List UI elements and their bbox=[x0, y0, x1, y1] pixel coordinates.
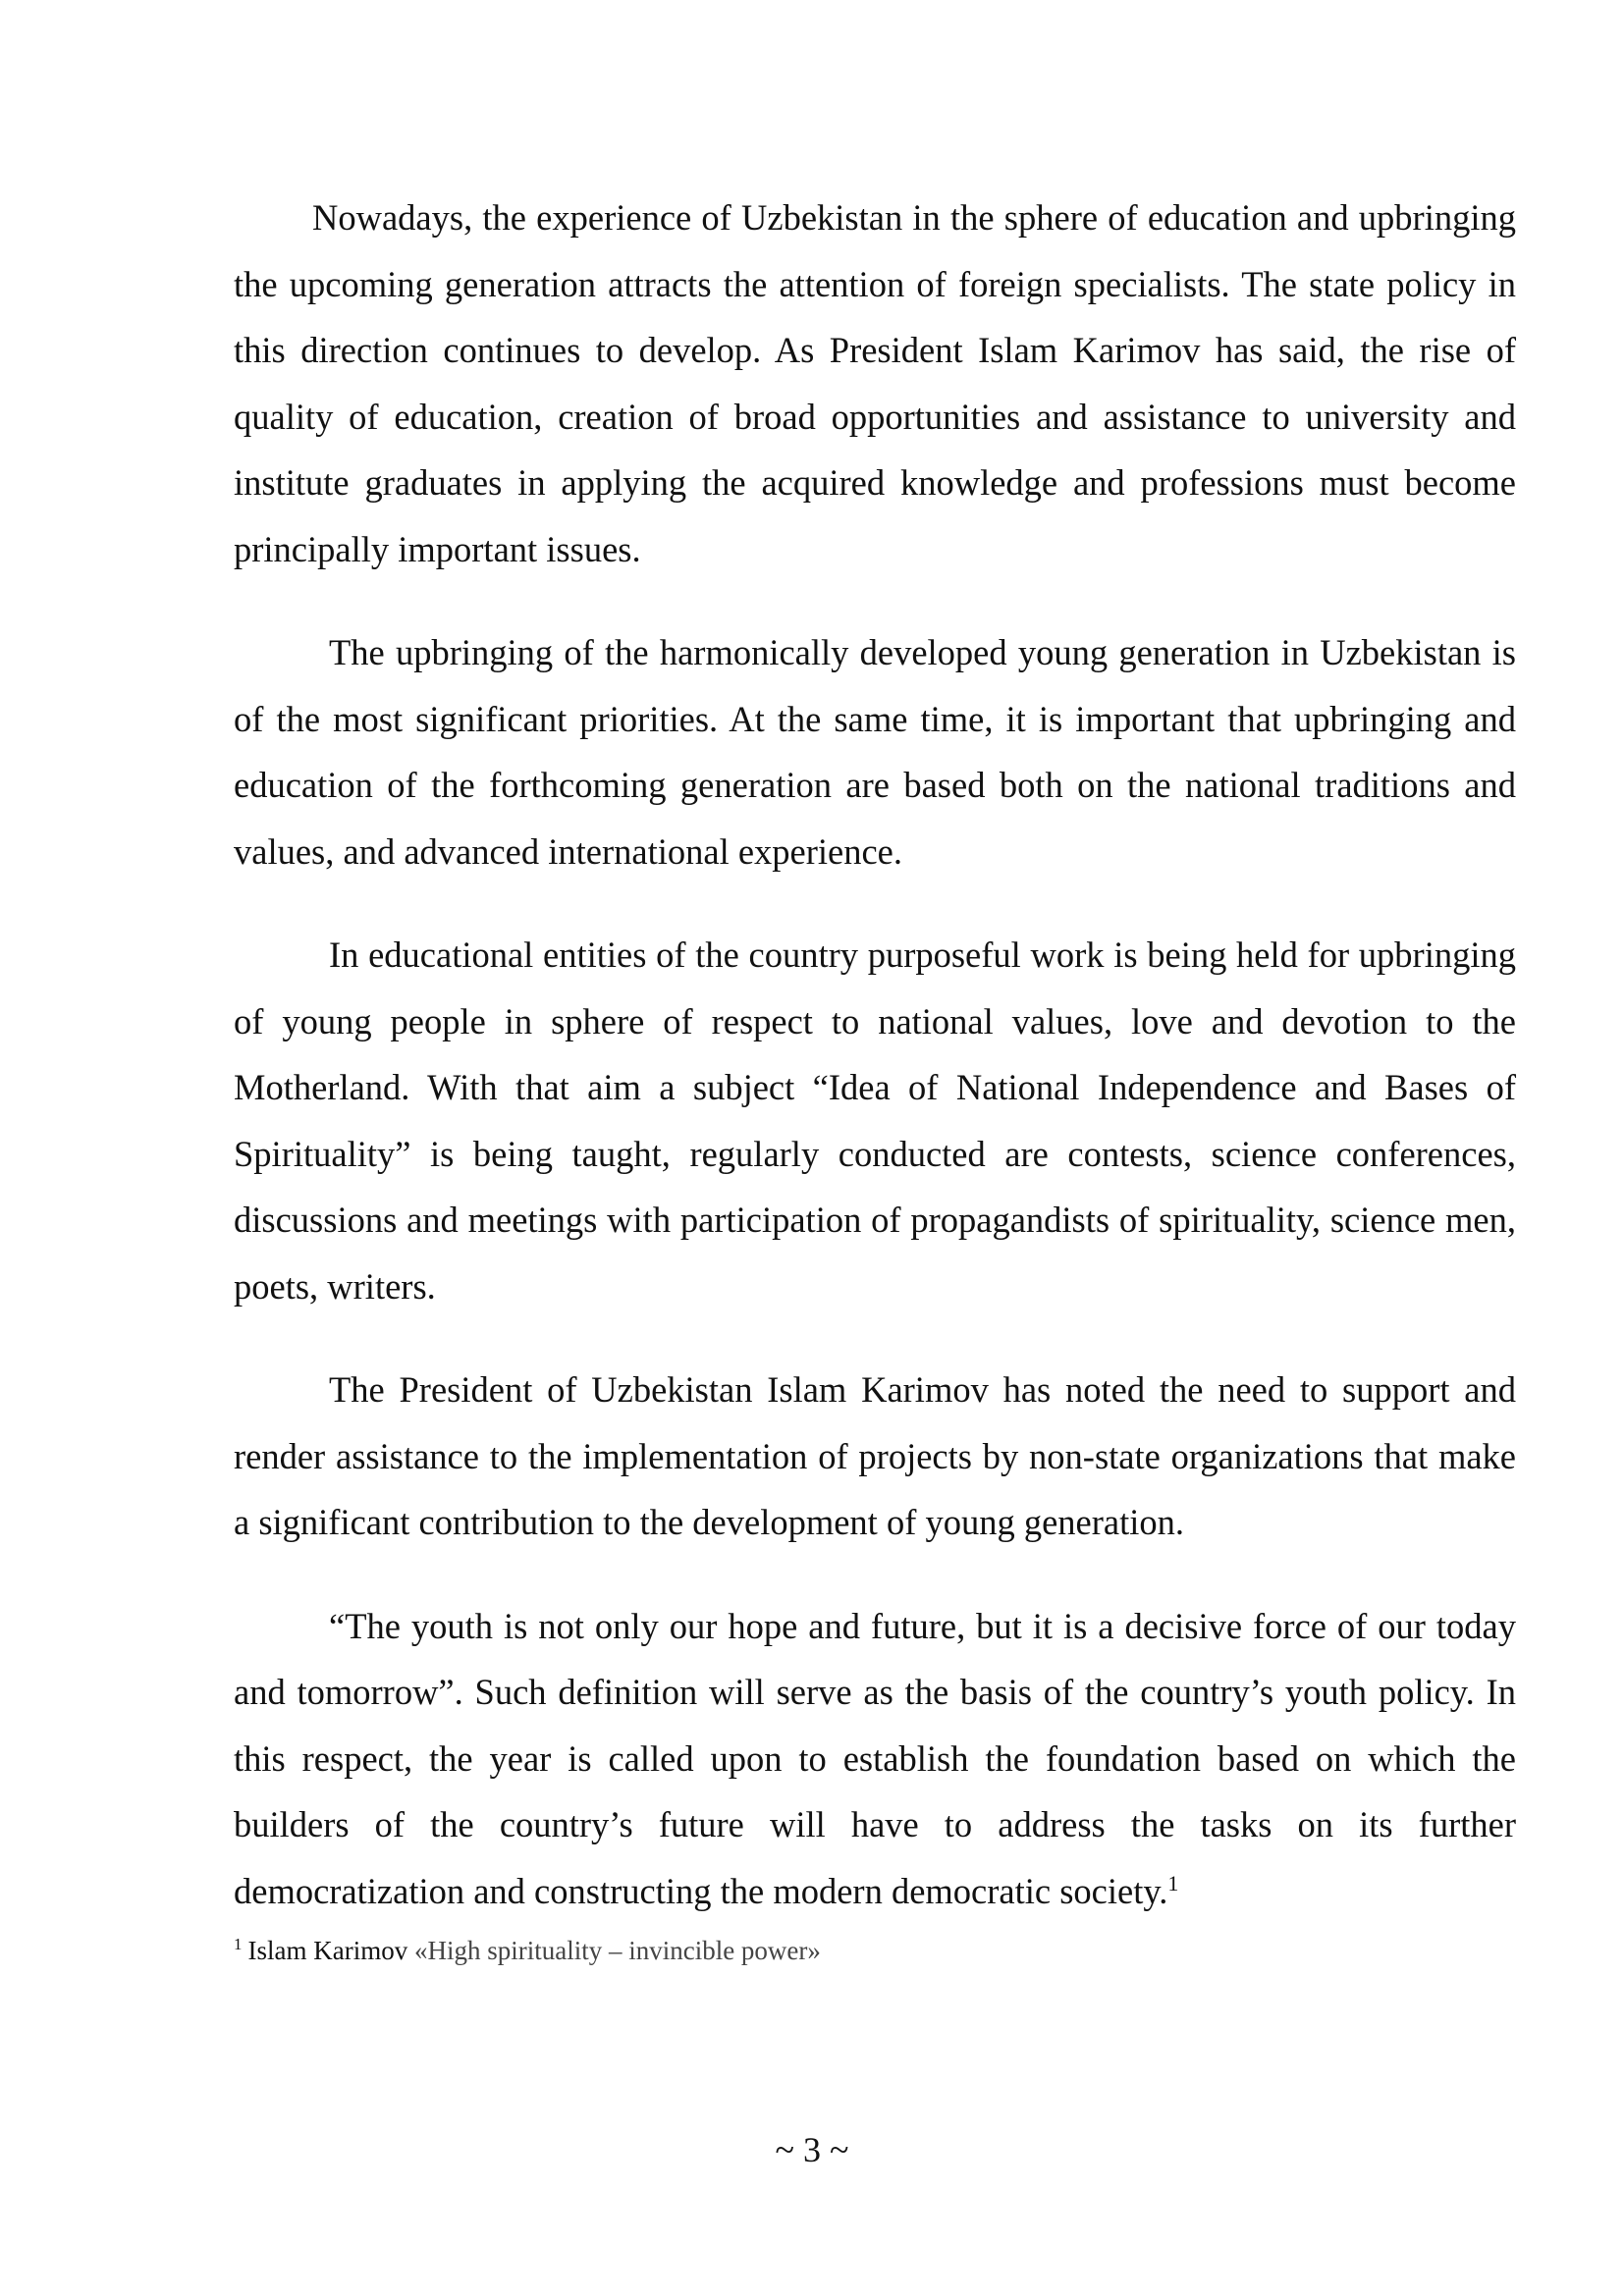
paragraph-5-text: “The youth is not only our hope and future, but it is a decisive force of our today and tomorrow”. Such definition will serve as the basis of the country’s youth policy. In this respect, the year is called upon to establish the foundation based on which the builders of the country’s future will have to address the tasks on its further democratization and constructing the modern democratic society. bbox=[234, 1605, 1516, 1911]
paragraph-5 bbox=[234, 1593, 1516, 1925]
document-body bbox=[234, 185, 1516, 1924]
paragraph-2: The upbringing of the harmonically developed young generation in Uzbekistan is of the most significant priorities. At the same time, it is important that upbringing and education of the forthcoming generation are based both on the national traditions and values, and advanced international experience. bbox=[234, 632, 1516, 872]
paragraph-3: In educational entities of the country purposeful work is being held for upbringing of young people in sphere of respect to national values, love and devotion to the Motherland. With that aim a subject “Idea of National Independence and Bases of Spirituality” is being taught, regularly conducted are contests, science conferences, discussions and meetings with participation of propagandists of spirituality, science men, poets, writers. bbox=[234, 934, 1516, 1307]
footnote-title: «High spirituality – invincible power» bbox=[413, 1936, 821, 1965]
footnote-reference: 1 bbox=[1167, 1870, 1179, 1896]
footnote-number: 1 bbox=[234, 1935, 243, 1953]
footnote-author: Islam Karimov bbox=[247, 1936, 408, 1965]
page-number: ~ 3 ~ bbox=[775, 2130, 849, 2169]
paragraph-1: Nowadays, the experience of Uzbekistan in the sphere of education and upbringing the upcoming generation attracts the attention of foreign specialists. The state policy in this direction continues to develop. As President Islam Karimov has said, the rise of quality of education, creation of broad opportunities and assistance to university and institute graduates in applying the acquired knowledge and professions must become principally important issues. bbox=[234, 197, 1516, 569]
paragraph-4: The President of Uzbekistan Islam Karimov has noted the need to support and render assistance to the implementation of projects by non-state organizations that make a significant contribution to the development of young generation. bbox=[234, 1369, 1516, 1542]
footnote bbox=[234, 1934, 821, 1967]
